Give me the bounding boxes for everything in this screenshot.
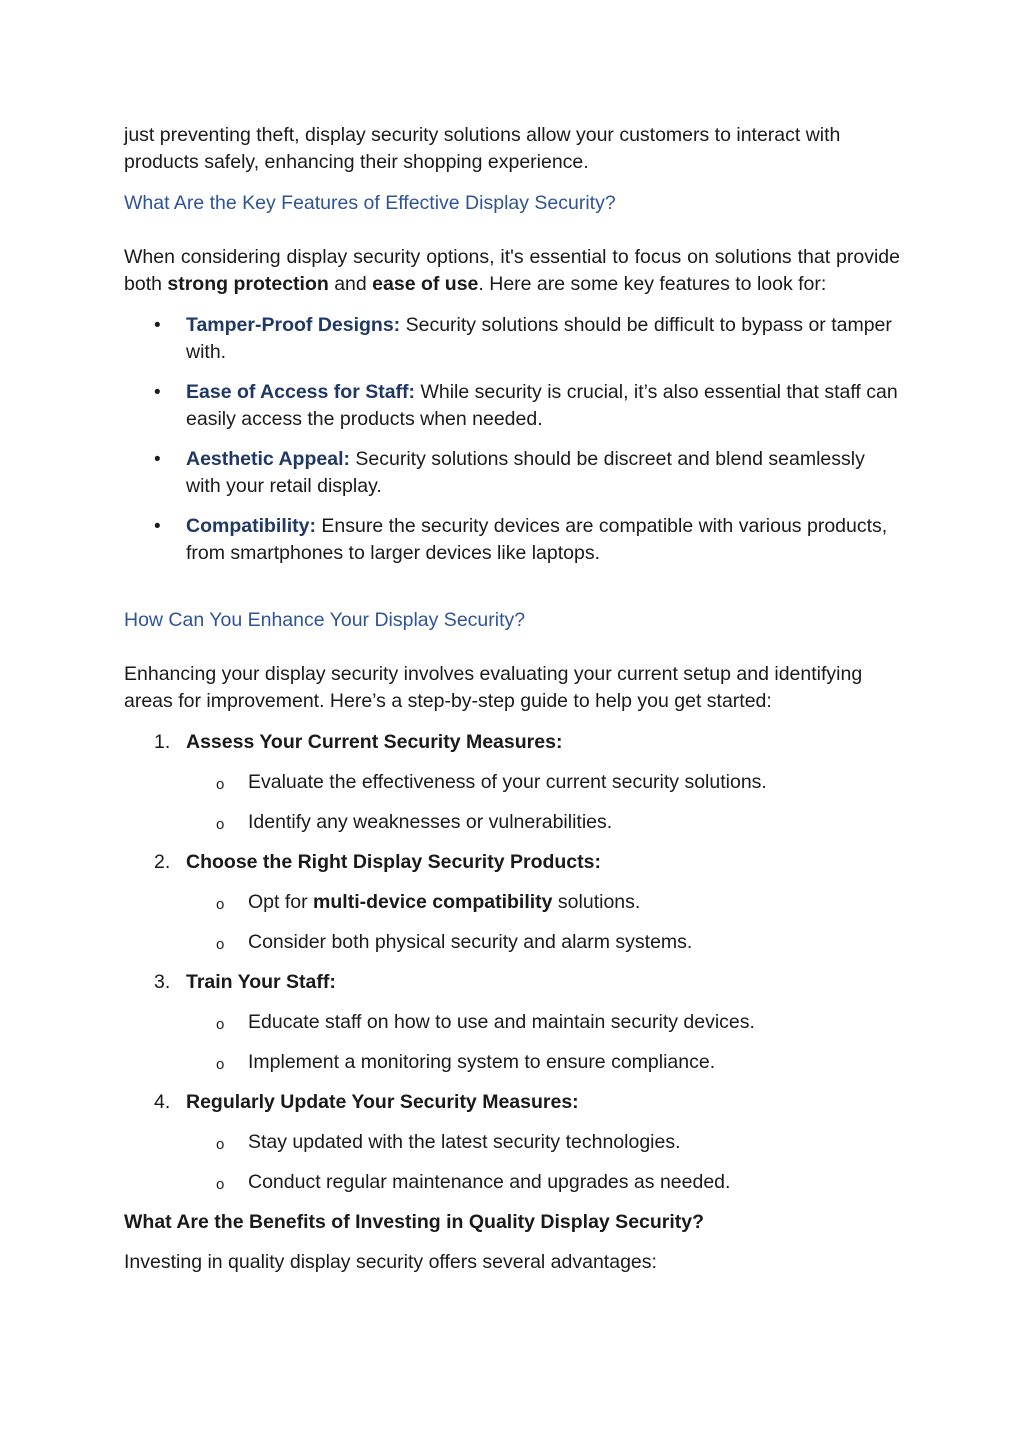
list-item: [124, 513, 900, 567]
circle-bullet: o: [216, 816, 225, 833]
circle-bullet: o: [216, 776, 225, 793]
step-title: Train Your Staff:: [186, 971, 336, 993]
feature-title: Compatibility:: [186, 515, 316, 537]
sub-text-post: solutions.: [552, 891, 641, 913]
step-title: Regularly Update Your Security Measures:: [186, 1091, 579, 1113]
step-number: 2.: [154, 851, 171, 873]
section-heading-enhance: How Can You Enhance Your Display Security?: [124, 609, 526, 631]
document-page: [124, 122, 900, 1276]
benefits-intro: Investing in quality display security offers several advantages:: [124, 1251, 657, 1273]
bold-strong-protection: strong protection: [167, 273, 329, 295]
section-heading-key-features: What Are the Key Features of Effective Display Security?: [124, 192, 616, 214]
sub-text: Conduct regular maintenance and upgrades as needed.: [248, 1171, 731, 1193]
sub-text-pre: Opt for: [248, 891, 314, 913]
feature-text: Security solutions should be discreet and blend seamlessly with your retail display.: [186, 448, 865, 497]
step-title: Choose the Right Display Security Products:: [186, 851, 601, 873]
list-item: [124, 379, 900, 433]
sub-item: [124, 929, 900, 956]
step-item: [124, 849, 900, 876]
features-list: [124, 312, 900, 567]
circle-bullet: o: [216, 1016, 225, 1033]
text-span: When considering display security options, it's essential to focus on solutions that provide both: [124, 246, 900, 295]
step-number: 1.: [154, 731, 171, 753]
sub-text: Evaluate the effectiveness of your current security solutions.: [248, 771, 767, 793]
step-item: [124, 969, 900, 996]
feature-title: Ease of Access for Staff:: [186, 381, 416, 403]
sub-text: Consider both physical security and alarm systems.: [248, 931, 693, 953]
circle-bullet: o: [216, 1056, 225, 1073]
feature-text: Security solutions should be difficult to bypass or tamper with.: [186, 314, 892, 363]
feature-title: Aesthetic Appeal:: [186, 448, 350, 470]
text-span: . Here are some key features to look for:: [478, 273, 827, 295]
feature-text: While security is crucial, it’s also essential that staff can easily access the products when needed.: [186, 381, 898, 430]
step-item: [124, 1089, 900, 1116]
feature-text: Ensure the security devices are compatible with various products, from smartphones to larger devices like laptops.: [186, 515, 888, 564]
sub-item: [124, 889, 900, 916]
sub-text: Identify any weaknesses or vulnerabilities.: [248, 811, 613, 833]
sub-item: [124, 809, 900, 836]
step-number: 4.: [154, 1091, 171, 1113]
sub-item: [124, 1169, 900, 1196]
sub-item: [124, 1009, 900, 1036]
bold-multi-device: multi-device compatibility: [313, 891, 553, 913]
sub-text: Educate staff on how to use and maintain security devices.: [248, 1011, 755, 1033]
bullet-dot: •: [154, 382, 161, 403]
text-span: and: [328, 273, 373, 295]
step-number: 3.: [154, 971, 171, 993]
key-features-intro: [124, 244, 900, 298]
intro-paragraph: [124, 122, 900, 176]
steps-list: [124, 729, 900, 1196]
bullet-dot: •: [154, 449, 161, 470]
sub-text: Stay updated with the latest security technologies.: [248, 1131, 681, 1153]
sub-item: [124, 769, 900, 796]
sub-text: Implement a monitoring system to ensure compliance.: [248, 1051, 716, 1073]
section-heading-benefits: What Are the Benefits of Investing in Quality Display Security?: [124, 1211, 705, 1233]
sub-item: [124, 1049, 900, 1076]
bullet-dot: •: [154, 516, 161, 537]
list-item: [124, 446, 900, 500]
bullet-dot: •: [154, 315, 161, 336]
bold-ease-of-use: ease of use: [372, 273, 479, 295]
circle-bullet: o: [216, 936, 225, 953]
list-item: [124, 312, 900, 366]
step-item: [124, 729, 900, 756]
circle-bullet: o: [216, 1176, 225, 1193]
intro-line-2: products safely, enhancing their shopping experience.: [124, 151, 589, 173]
sub-item: [124, 1129, 900, 1156]
step-title: Assess Your Current Security Measures:: [186, 731, 563, 753]
intro-line-1: just preventing theft, display security solutions allow your customers to interact with: [124, 124, 841, 146]
circle-bullet: o: [216, 1136, 225, 1153]
circle-bullet: o: [216, 896, 225, 913]
feature-title: Tamper-Proof Designs:: [186, 314, 401, 336]
enhance-intro: Enhancing your display security involves evaluating your current setup and identifying areas for improvement. Here’s a step-by-step guide to help you get started:: [124, 663, 863, 712]
